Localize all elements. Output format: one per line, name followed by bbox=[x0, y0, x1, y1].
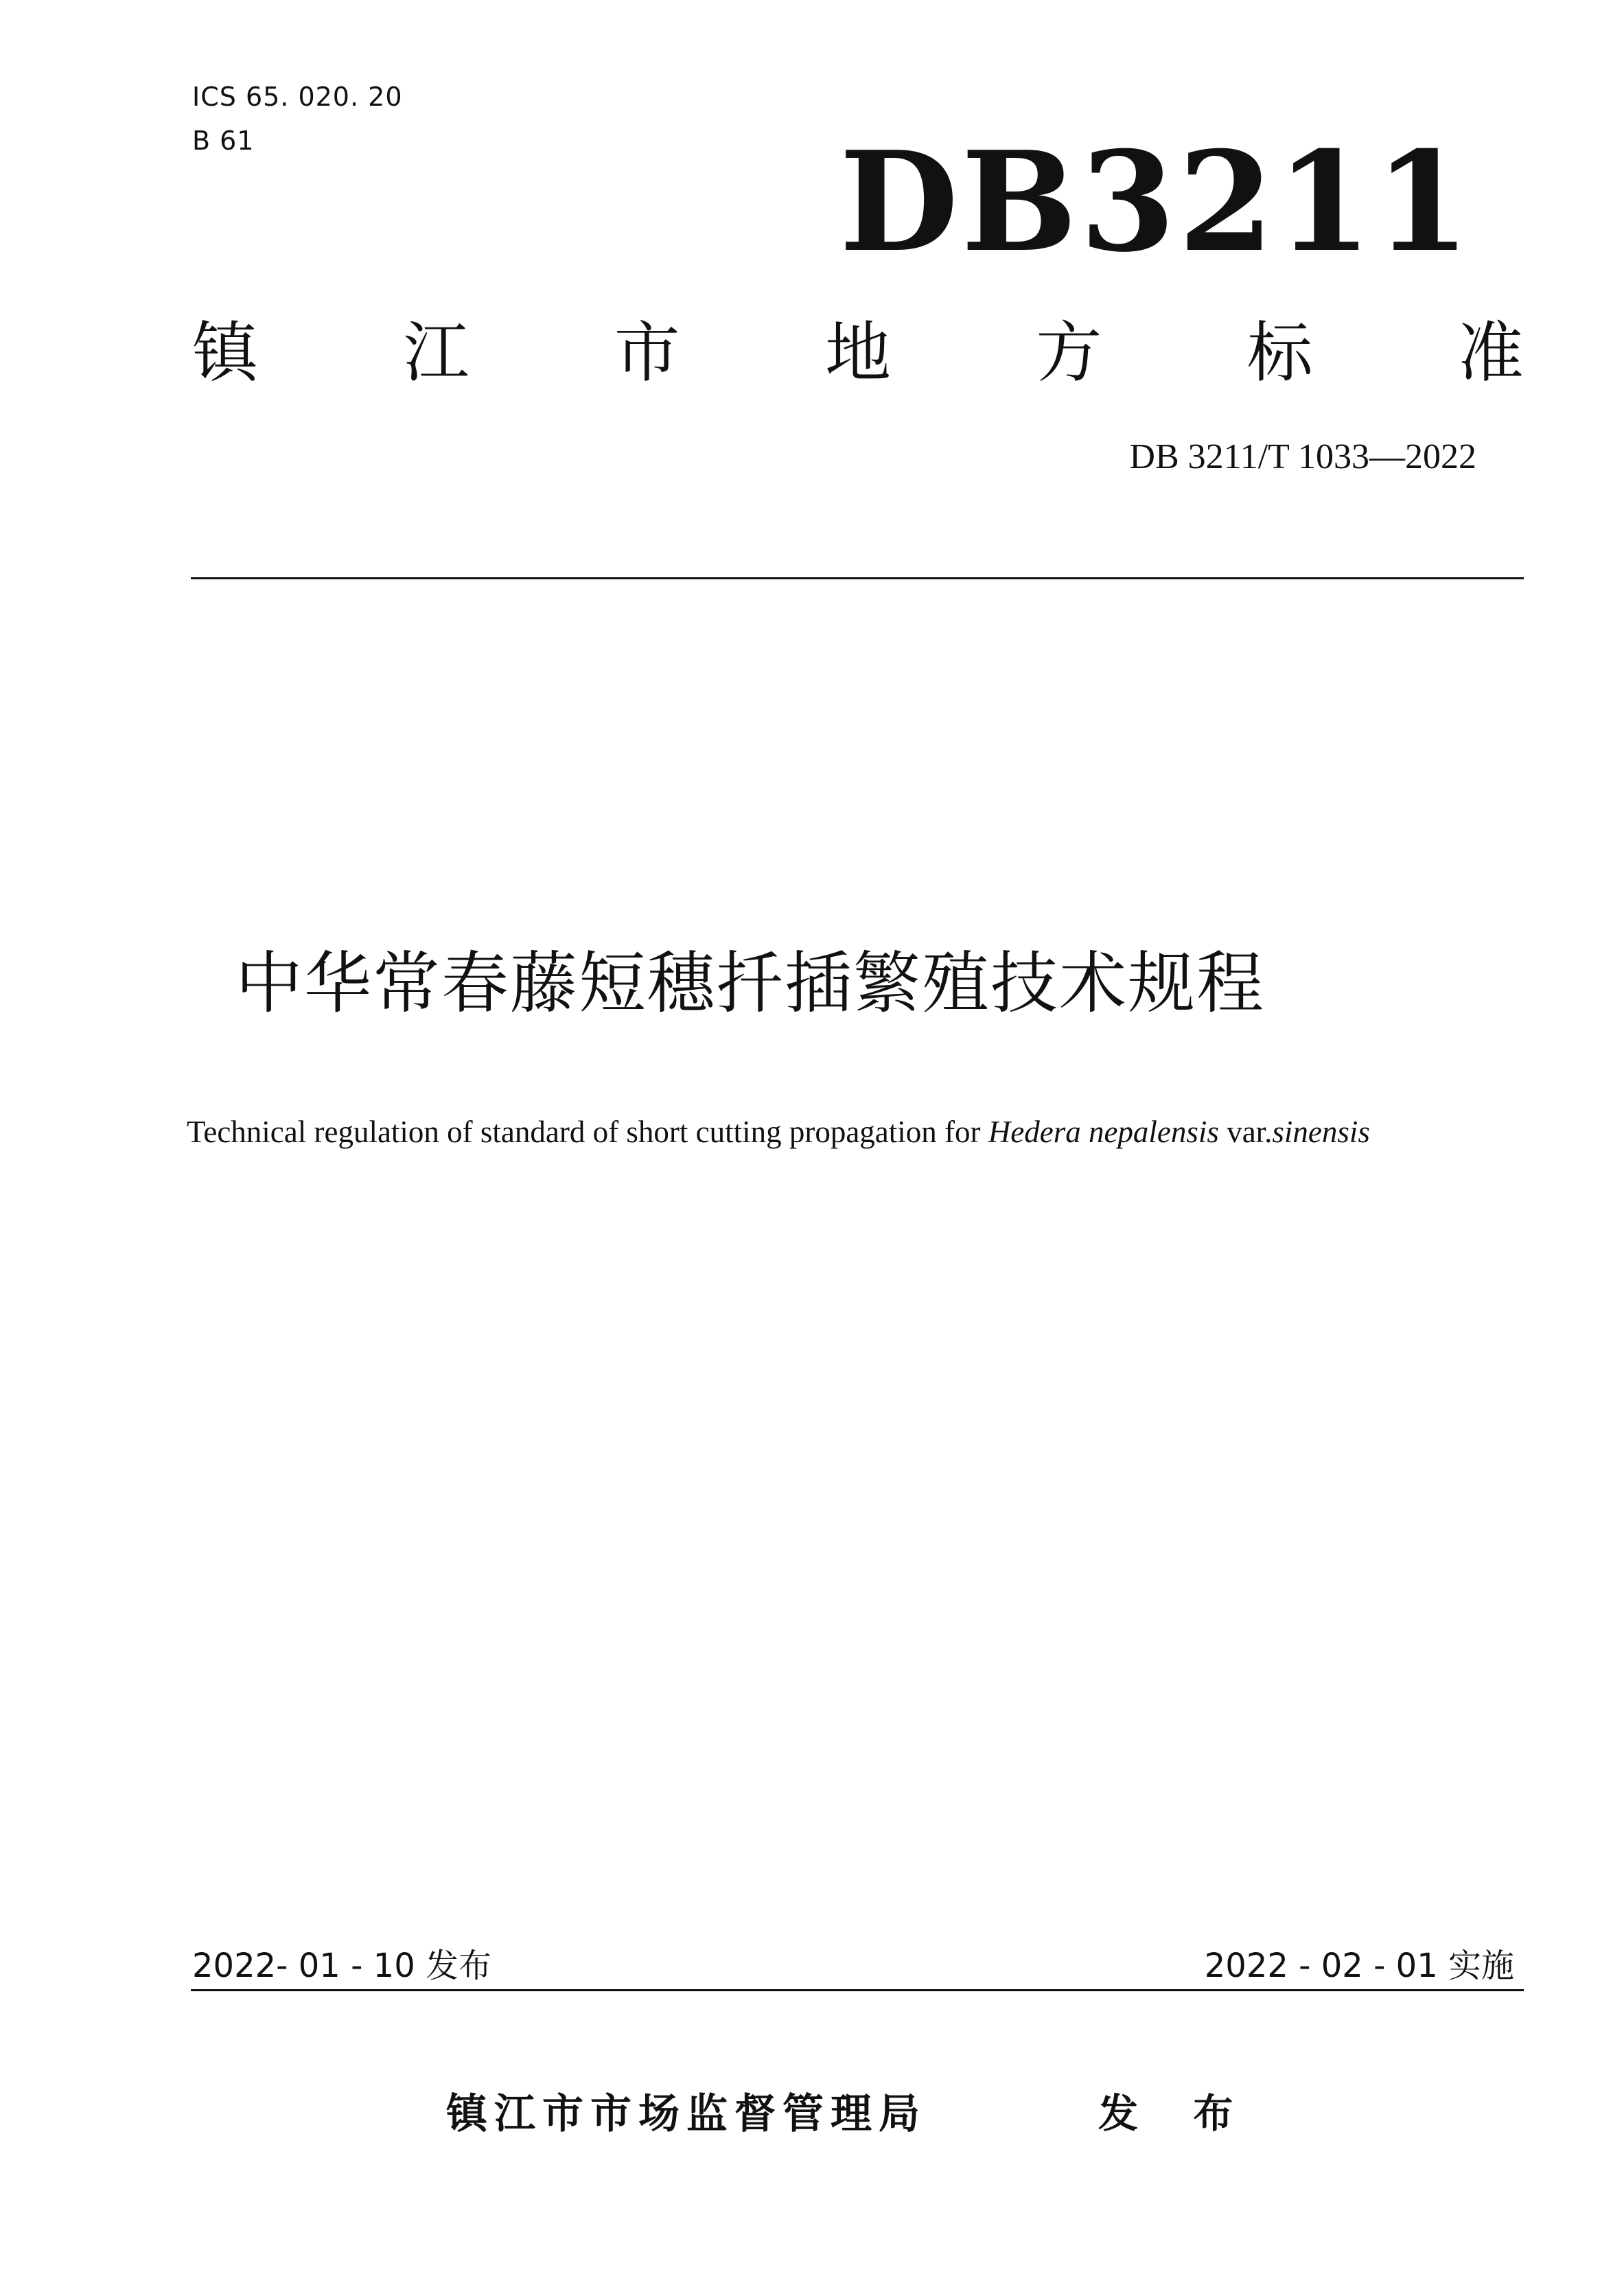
english-title bbox=[187, 1113, 1491, 1150]
standard-type-char: 标 bbox=[1246, 314, 1313, 391]
top-divider bbox=[191, 577, 1524, 579]
issue-label: 发 布 bbox=[1098, 2090, 1254, 2137]
chinese-title: 中华常春藤短穗扦插繁殖技术规程 bbox=[235, 944, 1265, 1023]
standard-number: DB 3211/T 1033—2022 bbox=[1129, 437, 1476, 476]
ccs-code: B 61 bbox=[192, 126, 255, 156]
effective-date: 2022 - 02 - 01 实施 bbox=[1204, 1947, 1514, 1985]
standard-type-char: 方 bbox=[1036, 314, 1102, 391]
standard-type-char: 地 bbox=[824, 314, 891, 391]
issue-date: 2022- 01 - 10 发布 bbox=[192, 1947, 491, 1985]
english-title-prefix: Technical regulation of standard of short cutting propagation for bbox=[187, 1115, 988, 1149]
standard-type-char: 准 bbox=[1457, 314, 1524, 391]
standard-type-heading bbox=[192, 314, 1524, 391]
bottom-divider bbox=[191, 1989, 1524, 1991]
english-title-var: var. bbox=[1218, 1115, 1273, 1149]
standard-type-char: 镇 bbox=[192, 314, 258, 391]
issuing-authority: 镇江市市场监督管理局 bbox=[446, 2090, 927, 2138]
ics-code: ICS 65. 020. 20 bbox=[192, 82, 403, 112]
db-code-logo: DB3211 bbox=[839, 121, 1473, 283]
english-title-variety: sinensis bbox=[1272, 1115, 1370, 1149]
standard-type-char: 市 bbox=[614, 314, 680, 391]
standard-type-char: 江 bbox=[403, 314, 469, 391]
english-title-species: Hedera nepalensis bbox=[988, 1115, 1219, 1149]
